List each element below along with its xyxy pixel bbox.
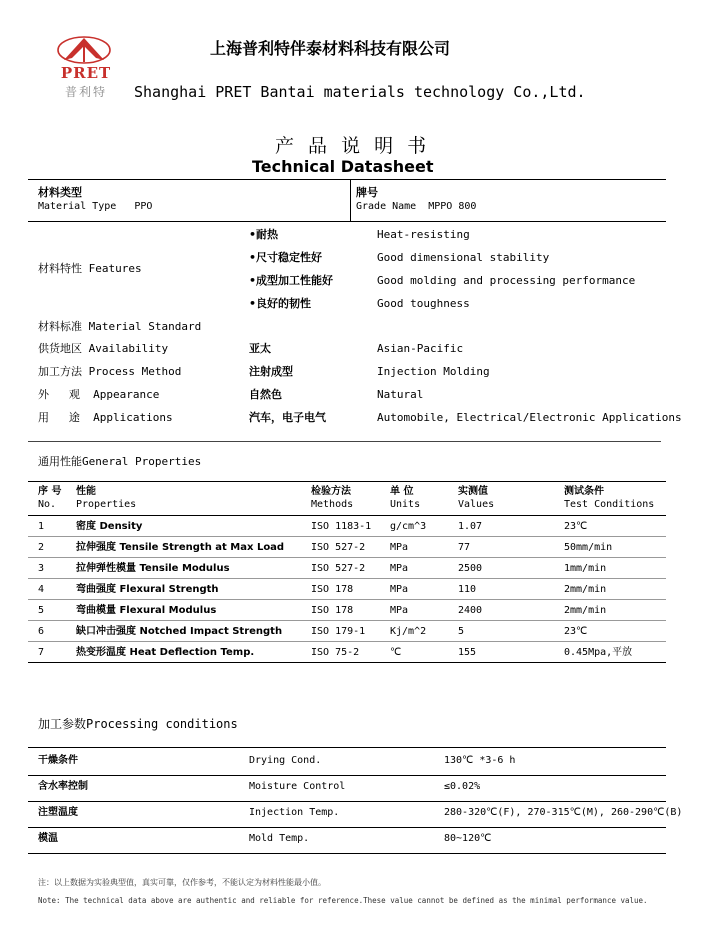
processing-en: Moisture Control <box>249 781 346 792</box>
grade-cn: 牌号 <box>356 186 378 199</box>
feature-en: Good toughness <box>377 297 470 310</box>
cell-unit: MPa <box>390 563 409 574</box>
material-type-en: Material Type PPO <box>38 201 153 212</box>
header-prop-en: Properties <box>76 499 137 510</box>
row-divider <box>28 775 666 776</box>
cell-cond: 2mm/min <box>564 605 607 616</box>
header-value-cn: 实测值 <box>458 486 488 497</box>
features-label: 材料特性 Features <box>38 262 142 275</box>
header-cond-en: Test Conditions <box>564 499 655 510</box>
cell-no: 3 <box>38 563 45 574</box>
rule-section <box>28 441 661 442</box>
grade-en: Grade Name MPPO 800 <box>356 201 477 212</box>
company-name-en: Shanghai PRET Bantai materials technology Co.,Ltd. <box>134 83 586 101</box>
cell-value: 2400 <box>458 605 483 616</box>
header-cond-cn: 测试条件 <box>564 486 604 497</box>
header-no-cn: 序 号 <box>38 486 62 497</box>
row-divider <box>28 827 666 828</box>
note-cn: 注：以上数据为实验典型值，真实可靠，仅作参考，不能认定为材料性能最小值。 <box>38 878 326 887</box>
feature-en: Good dimensional stability <box>377 251 550 264</box>
row-divider <box>28 801 666 802</box>
cell-prop: 缺口冲击强度 Notched Impact Strength <box>76 626 283 637</box>
row-divider <box>28 578 666 579</box>
cell-no: 2 <box>38 542 45 553</box>
info-label: 加工方法 Process Method <box>38 365 182 378</box>
cell-cond: 1mm/min <box>564 563 607 574</box>
cell-method: ISO 75-2 <box>311 647 360 658</box>
processing-en: Drying Cond. <box>249 755 322 766</box>
cell-no: 6 <box>38 626 45 637</box>
processing-cn: 含水率控制 <box>38 781 88 792</box>
info-label: 供货地区 Availability <box>38 342 169 355</box>
row-divider <box>28 599 666 600</box>
processing-cn: 干燥条件 <box>38 755 78 766</box>
cell-unit: MPa <box>390 584 409 595</box>
cell-cond: 23℃ <box>564 626 588 637</box>
cell-unit: MPa <box>390 605 409 616</box>
title-en: Technical Datasheet <box>252 157 434 176</box>
info-value-en: Injection Molding <box>377 365 490 378</box>
cell-unit: g/cm^3 <box>390 521 427 532</box>
processing-value: 80~120℃ <box>444 833 492 844</box>
info-value-cn: 自然色 <box>249 388 282 401</box>
cell-method: ISO 1183-1 <box>311 521 372 532</box>
header-prop-cn: 性能 <box>76 486 96 497</box>
cell-cond: 0.45Mpa,平放 <box>564 647 633 658</box>
cell-cond: 50mm/min <box>564 542 613 553</box>
info-label: 材料标准 Material Standard <box>38 320 202 333</box>
header-method-cn: 检验方法 <box>311 486 351 497</box>
cell-prop: 拉伸弹性模量 Tensile Modulus <box>76 563 230 574</box>
cell-prop: 弯曲强度 Flexural Strength <box>76 584 219 595</box>
processing-cn: 模温 <box>38 833 58 844</box>
feature-cn: •尺寸稳定性好 <box>249 251 323 264</box>
processing-section-title: 加工参数Processing conditions <box>38 717 238 731</box>
cell-value: 2500 <box>458 563 483 574</box>
rule-properties-header <box>28 515 666 516</box>
info-value-en: Asian-Pacific <box>377 342 464 355</box>
cell-value: 155 <box>458 647 477 658</box>
cell-no: 7 <box>38 647 45 658</box>
feature-cn: •良好的韧性 <box>249 297 312 310</box>
row-divider <box>28 536 666 537</box>
cell-unit: MPa <box>390 542 409 553</box>
info-value-en: Natural <box>377 388 424 401</box>
feature-en: Good molding and processing performance <box>377 274 636 287</box>
logo-text: PRET <box>60 64 112 82</box>
header-no-en: No. <box>38 499 57 510</box>
cell-method: ISO 178 <box>311 584 354 595</box>
feature-cn: •成型加工性能好 <box>249 274 334 287</box>
header-value-en: Values <box>458 499 495 510</box>
cell-value: 77 <box>458 542 471 553</box>
info-value-cn: 汽车，电子电气 <box>249 411 326 424</box>
processing-value: 130℃ *3-6 h <box>444 755 516 766</box>
rule-info-divider <box>350 179 351 221</box>
cell-prop: 弯曲模量 Flexural Modulus <box>76 605 217 616</box>
cell-prop: 密度 Density <box>76 521 143 532</box>
cell-prop: 拉伸强度 Tensile Strength at Max Load <box>76 542 285 553</box>
cell-no: 4 <box>38 584 45 595</box>
cell-cond: 23℃ <box>564 521 588 532</box>
row-divider <box>28 620 666 621</box>
cell-value: 1.07 <box>458 521 483 532</box>
processing-value: ≤0.02% <box>444 781 481 792</box>
rule-processing-top <box>28 747 666 748</box>
cell-value: 110 <box>458 584 477 595</box>
cell-no: 1 <box>38 521 45 532</box>
cell-method: ISO 178 <box>311 605 354 616</box>
cell-value: 5 <box>458 626 465 637</box>
header-method-en: Methods <box>311 499 354 510</box>
row-divider <box>28 662 666 663</box>
header-unit-cn: 单 位 <box>390 486 414 497</box>
processing-cn: 注塑温度 <box>38 807 78 818</box>
processing-en: Mold Temp. <box>249 833 310 844</box>
rule-info-bottom <box>28 221 666 222</box>
feature-en: Heat-resisting <box>377 228 470 241</box>
processing-en: Injection Temp. <box>249 807 340 818</box>
info-value-en: Automobile, Electrical/Electronic Applications <box>377 411 682 424</box>
cell-unit: Kj/m^2 <box>390 626 427 637</box>
company-name-cn: 上海普利特伴泰材料科技有限公司 <box>210 39 451 58</box>
title-cn: 产 品 说 明 书 <box>275 135 431 157</box>
cell-method: ISO 527-2 <box>311 563 366 574</box>
cell-cond: 2mm/min <box>564 584 607 595</box>
note-en: Note: The technical data above are authentic and reliable for reference.These value cannot be defined as the minimal performance value. <box>38 896 648 905</box>
info-label: 用 途 Applications <box>38 411 173 424</box>
cell-method: ISO 527-2 <box>311 542 366 553</box>
feature-cn: •耐热 <box>249 228 279 241</box>
info-value-cn: 注射成型 <box>249 365 293 378</box>
cell-no: 5 <box>38 605 45 616</box>
row-divider <box>28 557 666 558</box>
header-unit-en: Units <box>390 499 421 510</box>
info-value-cn: 亚太 <box>249 342 271 355</box>
cell-unit: ℃ <box>390 647 402 658</box>
rule-properties-top <box>28 481 666 482</box>
cell-method: ISO 179-1 <box>311 626 366 637</box>
properties-section-title: 通用性能General Properties <box>38 455 202 468</box>
logo-chinese: 普利特 <box>64 85 107 99</box>
row-divider <box>28 853 666 854</box>
material-type-cn: 材料类型 <box>38 186 82 199</box>
processing-value: 280-320℃(F), 270-315℃(M), 260-290℃(B) <box>444 807 683 818</box>
rule-info-top <box>28 179 666 180</box>
row-divider <box>28 641 666 642</box>
info-label: 外 观 Appearance <box>38 388 160 401</box>
cell-prop: 热变形温度 Heat Deflection Temp. <box>76 647 255 658</box>
